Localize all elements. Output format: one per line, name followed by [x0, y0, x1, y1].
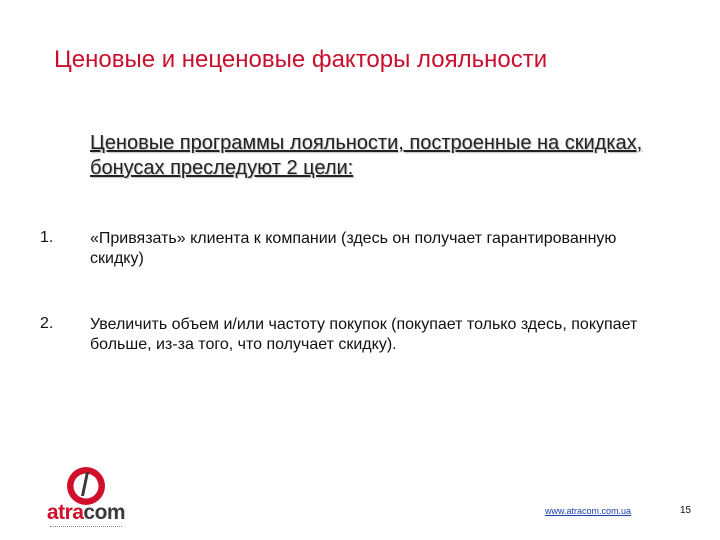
logo-wordmark-suffix: com [83, 501, 126, 524]
website-link[interactable]: www.atracom.com.ua [545, 506, 632, 516]
list-item-number: 1. [40, 229, 54, 246]
page-number: 15 [680, 505, 692, 516]
logo-wordmark-prefix: atra [46, 501, 84, 524]
list-item-text: Увеличить объем и/или частоту покупок (покупает только здесь, покупает больше, из-за того, что получает скидку). [90, 316, 638, 353]
slide-subtitle: Ценовые программы лояльности, построенные на скидках, бонусах преследуют 2 цели: [90, 132, 643, 179]
slide-title: Ценовые и неценовые факторы лояльности [54, 46, 548, 73]
logo-tagline [50, 526, 122, 529]
logo-wordmark [40, 500, 132, 526]
list-item-number: 2. [40, 315, 54, 332]
atracom-logo [40, 466, 132, 530]
list-item-text: «Привязать» клиента к компании (здесь он получает гарантированную скидку) [90, 230, 617, 267]
